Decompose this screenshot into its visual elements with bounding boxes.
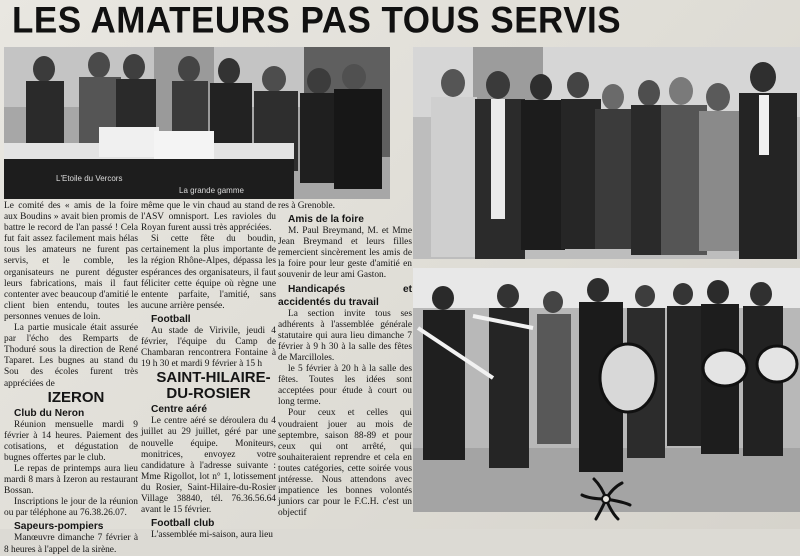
- photo-crowd: [413, 47, 800, 259]
- flower-logo-icon: [578, 475, 634, 523]
- section-heading: Amis de la foire: [288, 214, 364, 226]
- section-heading: Centre aéré: [151, 404, 208, 416]
- article-paragraph: le 5 février à 20 h à la salle des fêtes. Toutes les idées sont acceptées pour étude à court ou long terme.: [278, 364, 412, 408]
- section-heading: Sapeurs-pompiers: [14, 521, 104, 533]
- section-heading: Football club: [151, 518, 215, 530]
- article-paragraph: Inscriptions le jour de la réunion ou par téléphone au 76.38.26.07.: [4, 497, 138, 519]
- article-paragraph: Au stade de Virivile, jeudi 4 février, l'équipe du Camp de Chambaran rencontrera Fontaine à 19 h 30 et mardi 9 février à 15 h: [141, 325, 276, 370]
- section-heading: Club du Neron: [14, 407, 85, 419]
- article-paragraph: La section invite tous ses adhérents à l'assemblée générale statutaire qui aura lieu dimanche 7 février à 9 h 30 à la salle des fêtes de Marcilloles.: [278, 308, 412, 363]
- article-paragraph: res à Grenoble.: [278, 201, 336, 211]
- section-heading: Handicapés et accidentés du travail: [278, 283, 412, 308]
- headline: LES AMATEURS PAS TOUS SERVIS: [12, 0, 622, 41]
- text-column-3: [278, 201, 412, 519]
- article-paragraph: M. Paul Breymand, M. et Mme Jean Breymand et leurs filles remercient sincèrement les amis de la foire pour leur geste d'amitié en souvenir de leur ami Gaston.: [278, 226, 412, 281]
- photo-fair-stand: [4, 47, 390, 199]
- article-paragraph: La partie musicale était assurée par l'écho des Remparts de Thoduré sous la direction de René Taparet. Les bugnes au stand du Sou des écoles furent très appréciées de: [4, 323, 138, 389]
- sign-text-2: La grande gamme: [179, 186, 244, 195]
- article-paragraph: Le centre aéré se déroulera du 4 juillet au 29 juillet, géré par une nouvelle équipe. Moniteurs, monitrices, envoyez votre candidature à l'adresse suivante : Mme Rigollot, lot n° 1, lotissement du Rosier, Saint-Hilaire-du-Rosier Village 38840, tél. 76.36.56.64 avant le 15 février.: [141, 416, 276, 516]
- article-paragraph: Réunion mensuelle mardi 9 février à 14 heures. Paiement des cotisations, et dégustation de bugnes offertes par le club.: [4, 419, 138, 463]
- section-heading: Football: [151, 313, 191, 325]
- article-paragraph: Le comité des « amis de la foire aux Boudins » avait bien promis de battre le record de l'an passé ! Cela fut fait assez facilement mais hélas tous les amateurs ne furent pas servis, et le comble, les organisateurs ne purent déguster leurs fabrications, mais il faut contenter avec beaucoup d'amitié le client bien entendu, toutes les personnes venues de loin.: [4, 201, 138, 322]
- article-paragraph: Pour ceux et celles qui voudraient jouer au mois de septembre, saison 88-89 et pour ceux qui ont arrêté, qui souhaiteraient reprendre et cela en toutes catégories, cette soirée vous intéresse. Nous attendons avec impatience les bonnes volontés juniors car pour le F.C.H. c'est un objectif: [278, 408, 412, 519]
- sign-text-1: L'Etoile du Vercors: [56, 174, 123, 183]
- article-paragraph: L'assemblée mi-saison, aura lieu: [151, 530, 273, 541]
- article-paragraph: même que le vin chaud au stand de l'ASV omnisport. Les ravioles du Royan furent aussi très appréciées.: [141, 201, 276, 234]
- town-heading: SAINT-HILAIRE-DU-ROSIER: [156, 369, 271, 403]
- town-heading: IZERON: [47, 388, 105, 406]
- article-paragraph: Le repas de printemps aura lieu mardi 8 mars à Izeron au restaurant Bossan.: [4, 463, 138, 497]
- text-column-2: [141, 201, 276, 541]
- article-paragraph: Si cette fête du boudin, certainement la plus importante de la région Rhône-Alpes, dépassa les espérances des organisateurs, il faut féliciter cette équipe où règne une entente parfaite, l'amitié, sans aucune arrière pensée.: [141, 234, 276, 311]
- text-column-1: [4, 201, 138, 556]
- article-paragraph: Manœuvre dimanche 7 février à 8 heures à l'appel de la sirène.: [4, 533, 138, 555]
